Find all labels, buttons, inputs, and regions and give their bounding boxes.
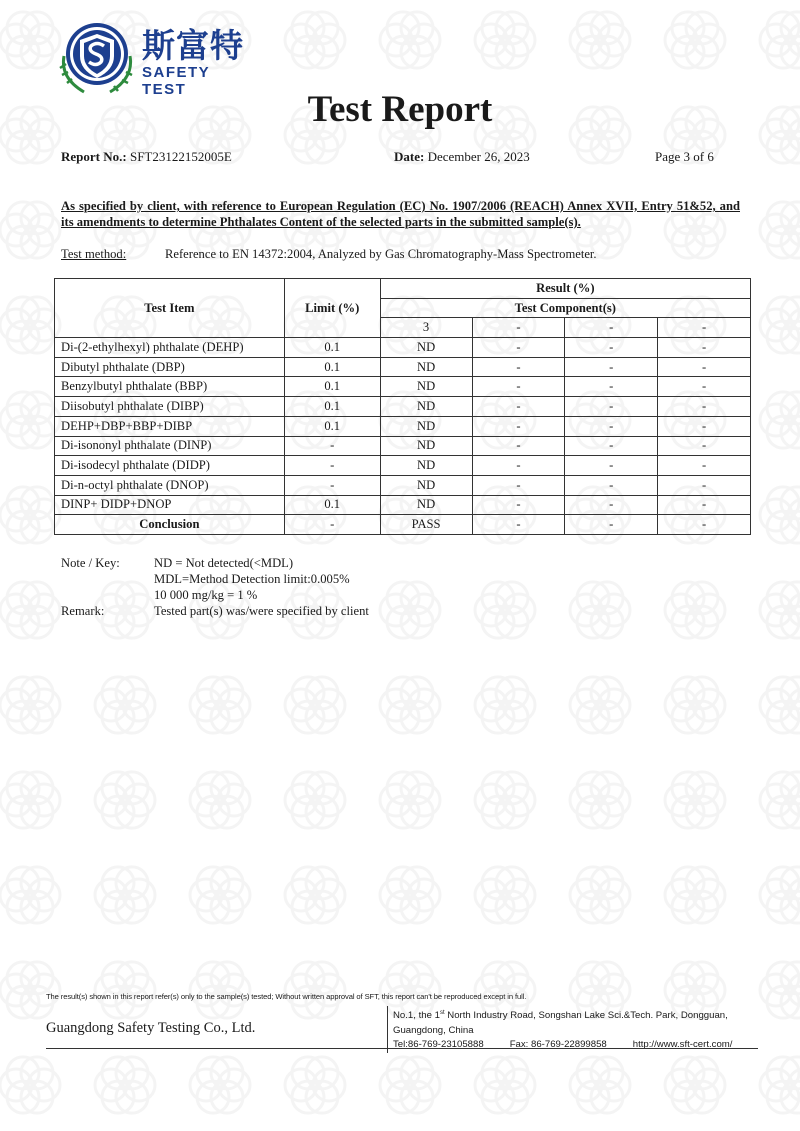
result-cell: - [472,515,565,535]
watermark-rosette [190,772,250,828]
result-cell: ND [380,338,472,358]
result-cell: - [565,377,658,397]
component-id: 3 [380,318,472,338]
component-id: - [472,318,565,338]
watermark-rosette [665,582,725,638]
result-cell: ND [380,377,472,397]
test-item-cell: Di-isononyl phthalate (DINP) [55,436,285,456]
remark-label: Remark: [61,604,105,618]
conclusion-label: Conclusion [55,515,285,535]
limit-cell: - [284,475,380,495]
footer-address-line-1 [393,1006,758,1024]
footer-company-name: Guangdong Safety Testing Co., Ltd. [46,1020,256,1036]
result-cell: - [658,377,751,397]
address-part: No.1, the 1 [393,1010,440,1022]
watermark-rosette [285,1057,345,1113]
watermark-rosette [570,677,630,733]
address-superscript: st [439,1010,445,1016]
watermark-rosette [760,772,800,828]
watermark-rosette [760,867,800,923]
test-method [61,247,597,262]
test-method-label: Test method: [61,247,127,261]
company-logo [56,16,256,96]
header-limit: Limit (%) [284,279,380,338]
notes-section [61,555,369,619]
watermark-rosette [380,677,440,733]
component-id: - [565,318,658,338]
footer-divider [46,1048,758,1049]
watermark-rosette [0,12,60,68]
watermark-rosette [0,1057,60,1113]
test-item-cell: Di-isodecyl phthalate (DIDP) [55,456,285,476]
watermark-rosette [190,677,250,733]
watermark-rosette [760,487,800,543]
limit-cell: - [284,515,380,535]
watermark-rosette [0,677,60,733]
watermark-rosette [475,582,535,638]
note-line: MDL=Method Detection limit:0.005% [154,572,350,586]
watermark-rosette [665,772,725,828]
watermark-rosette [190,867,250,923]
result-cell: ND [380,436,472,456]
watermark-rosette [380,582,440,638]
test-item-cell: Benzylbutyl phthalate (BBP) [55,377,285,397]
watermark-rosette [760,582,800,638]
result-cell: - [565,338,658,358]
result-cell: ND [380,416,472,436]
report-number-label: Report No.: [61,149,127,164]
watermark-rosette [0,487,60,543]
watermark-rosette [285,867,345,923]
scope-statement: As specified by client, with reference to European Regulation (EC) No. 1907/2006 (REACH) Annex XVII, Entry 51&52, and its amendments to determine Phthalates Content of the selected parts in the submitted sample(s). [61,199,740,229]
results-table [54,278,751,535]
watermark-rosette [95,1057,155,1113]
logo-text-english: SAFETY TEST [142,64,210,98]
table-row [55,397,751,417]
table-row [55,377,751,397]
conclusion-result: PASS [380,515,472,535]
footer-fax: Fax: 86-769-22899858 [509,1039,607,1051]
logo-text-chinese: 斯富特 [142,26,244,65]
limit-cell: 0.1 [284,377,380,397]
result-cell: ND [380,357,472,377]
conclusion-row [55,515,751,535]
watermark-rosette [570,582,630,638]
watermark-rosette [380,12,440,68]
watermark-rosette [380,772,440,828]
result-cell: - [472,456,565,476]
result-cell: - [472,495,565,515]
result-cell: - [565,456,658,476]
result-cell: - [472,357,565,377]
table-header-row [55,279,751,299]
test-item-cell: Dibutyl phthalate (DBP) [55,357,285,377]
result-cell: - [565,495,658,515]
result-cell: ND [380,397,472,417]
result-cell: - [658,515,751,535]
footer-disclaimer: The result(s) shown in this report refer(s) only to the sample(s) tested; Without written approval of SFT, this report can't be reproduced except in full. [46,992,527,1001]
header-test-item: Test Item [55,279,285,338]
address-part: North Industry Road, Songshan Lake Sci.&Tech. Park, Dongguan, [444,1010,728,1022]
footer-tel: Tel:86-769-23105888 [393,1039,484,1051]
watermark-rosette [665,12,725,68]
watermark-rosette [285,772,345,828]
result-cell: - [658,338,751,358]
watermark-rosette [0,867,60,923]
shield-logo-icon [56,16,138,96]
watermark-rosette [95,772,155,828]
result-cell: - [658,456,751,476]
result-cell: - [565,397,658,417]
watermark-rosette [760,677,800,733]
test-item-cell: DINP+ DIDP+DNOP [55,495,285,515]
watermark-rosette [570,1057,630,1113]
watermark-rosette [475,772,535,828]
watermark-rosette [665,1057,725,1113]
watermark-rosette [0,582,60,638]
limit-cell: - [284,436,380,456]
watermark-rosette [0,962,60,1018]
note-line: 10 000 mg/kg = 1 % [154,588,258,602]
result-cell: - [565,416,658,436]
watermark-rosette [285,677,345,733]
report-number-value: SFT23122152005E [129,149,232,164]
result-cell: - [658,495,751,515]
table-row [55,495,751,515]
result-cell: - [472,436,565,456]
limit-cell: 0.1 [284,338,380,358]
watermark-rosette [95,962,155,1018]
limit-cell: 0.1 [284,416,380,436]
watermark-rosette [570,12,630,68]
result-cell: - [565,357,658,377]
footer-contacts [393,1038,758,1053]
result-cell: - [658,397,751,417]
limit-cell: 0.1 [284,397,380,417]
watermark-rosette [0,392,60,448]
test-item-cell: Di-n-octyl phthalate (DNOP) [55,475,285,495]
test-item-cell: DEHP+DBP+BBP+DIBP [55,416,285,436]
test-item-cell: Di-(2-ethylhexyl) phthalate (DEHP) [55,338,285,358]
test-method-text: Reference to EN 14372:2004, Analyzed by Gas Chromatography-Mass Spectrometer. [165,247,597,261]
watermark-rosette [760,202,800,258]
watermark-rosette [380,1057,440,1113]
footer-website: http://www.sft-cert.com/ [632,1039,733,1051]
header-test-component: Test Component(s) [380,298,750,318]
report-date-value: December 26, 2023 [427,149,530,164]
limit-cell: 0.1 [284,357,380,377]
watermark-rosette [95,867,155,923]
watermark-rosette [570,772,630,828]
component-id: - [658,318,751,338]
table-row [55,456,751,476]
watermark-rosette [760,1057,800,1113]
watermark-rosette [760,962,800,1018]
watermark-rosette [760,392,800,448]
document-title: Test Report [307,89,493,130]
table-row [55,416,751,436]
table-row [55,475,751,495]
result-cell: ND [380,475,472,495]
result-cell: - [658,357,751,377]
watermark-rosette [665,867,725,923]
watermark-rosette [475,1057,535,1113]
watermark-rosette [190,962,250,1018]
footer-address-block [387,1006,758,1053]
result-cell: - [472,338,565,358]
table-row [55,436,751,456]
watermark-rosette [760,12,800,68]
result-cell: ND [380,456,472,476]
table-row [55,338,751,358]
result-cell: - [472,416,565,436]
limit-cell: - [284,456,380,476]
watermark-rosette [380,867,440,923]
watermark-rosette [285,962,345,1018]
watermark-rosette [475,677,535,733]
page-number: Page 3 of 6 [655,149,714,164]
report-date [394,149,530,165]
watermark-rosette [95,677,155,733]
watermark-rosette [475,12,535,68]
watermark-rosette [570,867,630,923]
table-row [55,357,751,377]
result-cell: - [472,377,565,397]
report-date-label: Date: [394,149,425,164]
watermark-rosette [475,867,535,923]
result-cell: - [472,397,565,417]
limit-cell: 0.1 [284,495,380,515]
watermark-rosette [760,297,800,353]
remark-text: Tested part(s) was/were specified by client [154,604,369,618]
result-cell: - [658,416,751,436]
result-cell: - [658,475,751,495]
watermark-rosette [665,677,725,733]
watermark-rosette [190,1057,250,1113]
result-cell: - [472,475,565,495]
watermark-rosette [0,202,60,258]
report-number [61,149,232,165]
test-item-cell: Diisobutyl phthalate (DIBP) [55,397,285,417]
result-cell: - [565,436,658,456]
result-cell: - [565,475,658,495]
footer-address-line-2: Guangdong, China [393,1024,474,1036]
note-key-label: Note / Key: [61,556,120,570]
note-line: ND = Not detected(<MDL) [154,556,294,570]
result-cell: ND [380,495,472,515]
result-cell: - [565,515,658,535]
result-cell: - [658,436,751,456]
watermark-rosette [285,12,345,68]
watermark-rosette [0,772,60,828]
watermark-rosette [0,297,60,353]
header-result: Result (%) [380,279,750,299]
